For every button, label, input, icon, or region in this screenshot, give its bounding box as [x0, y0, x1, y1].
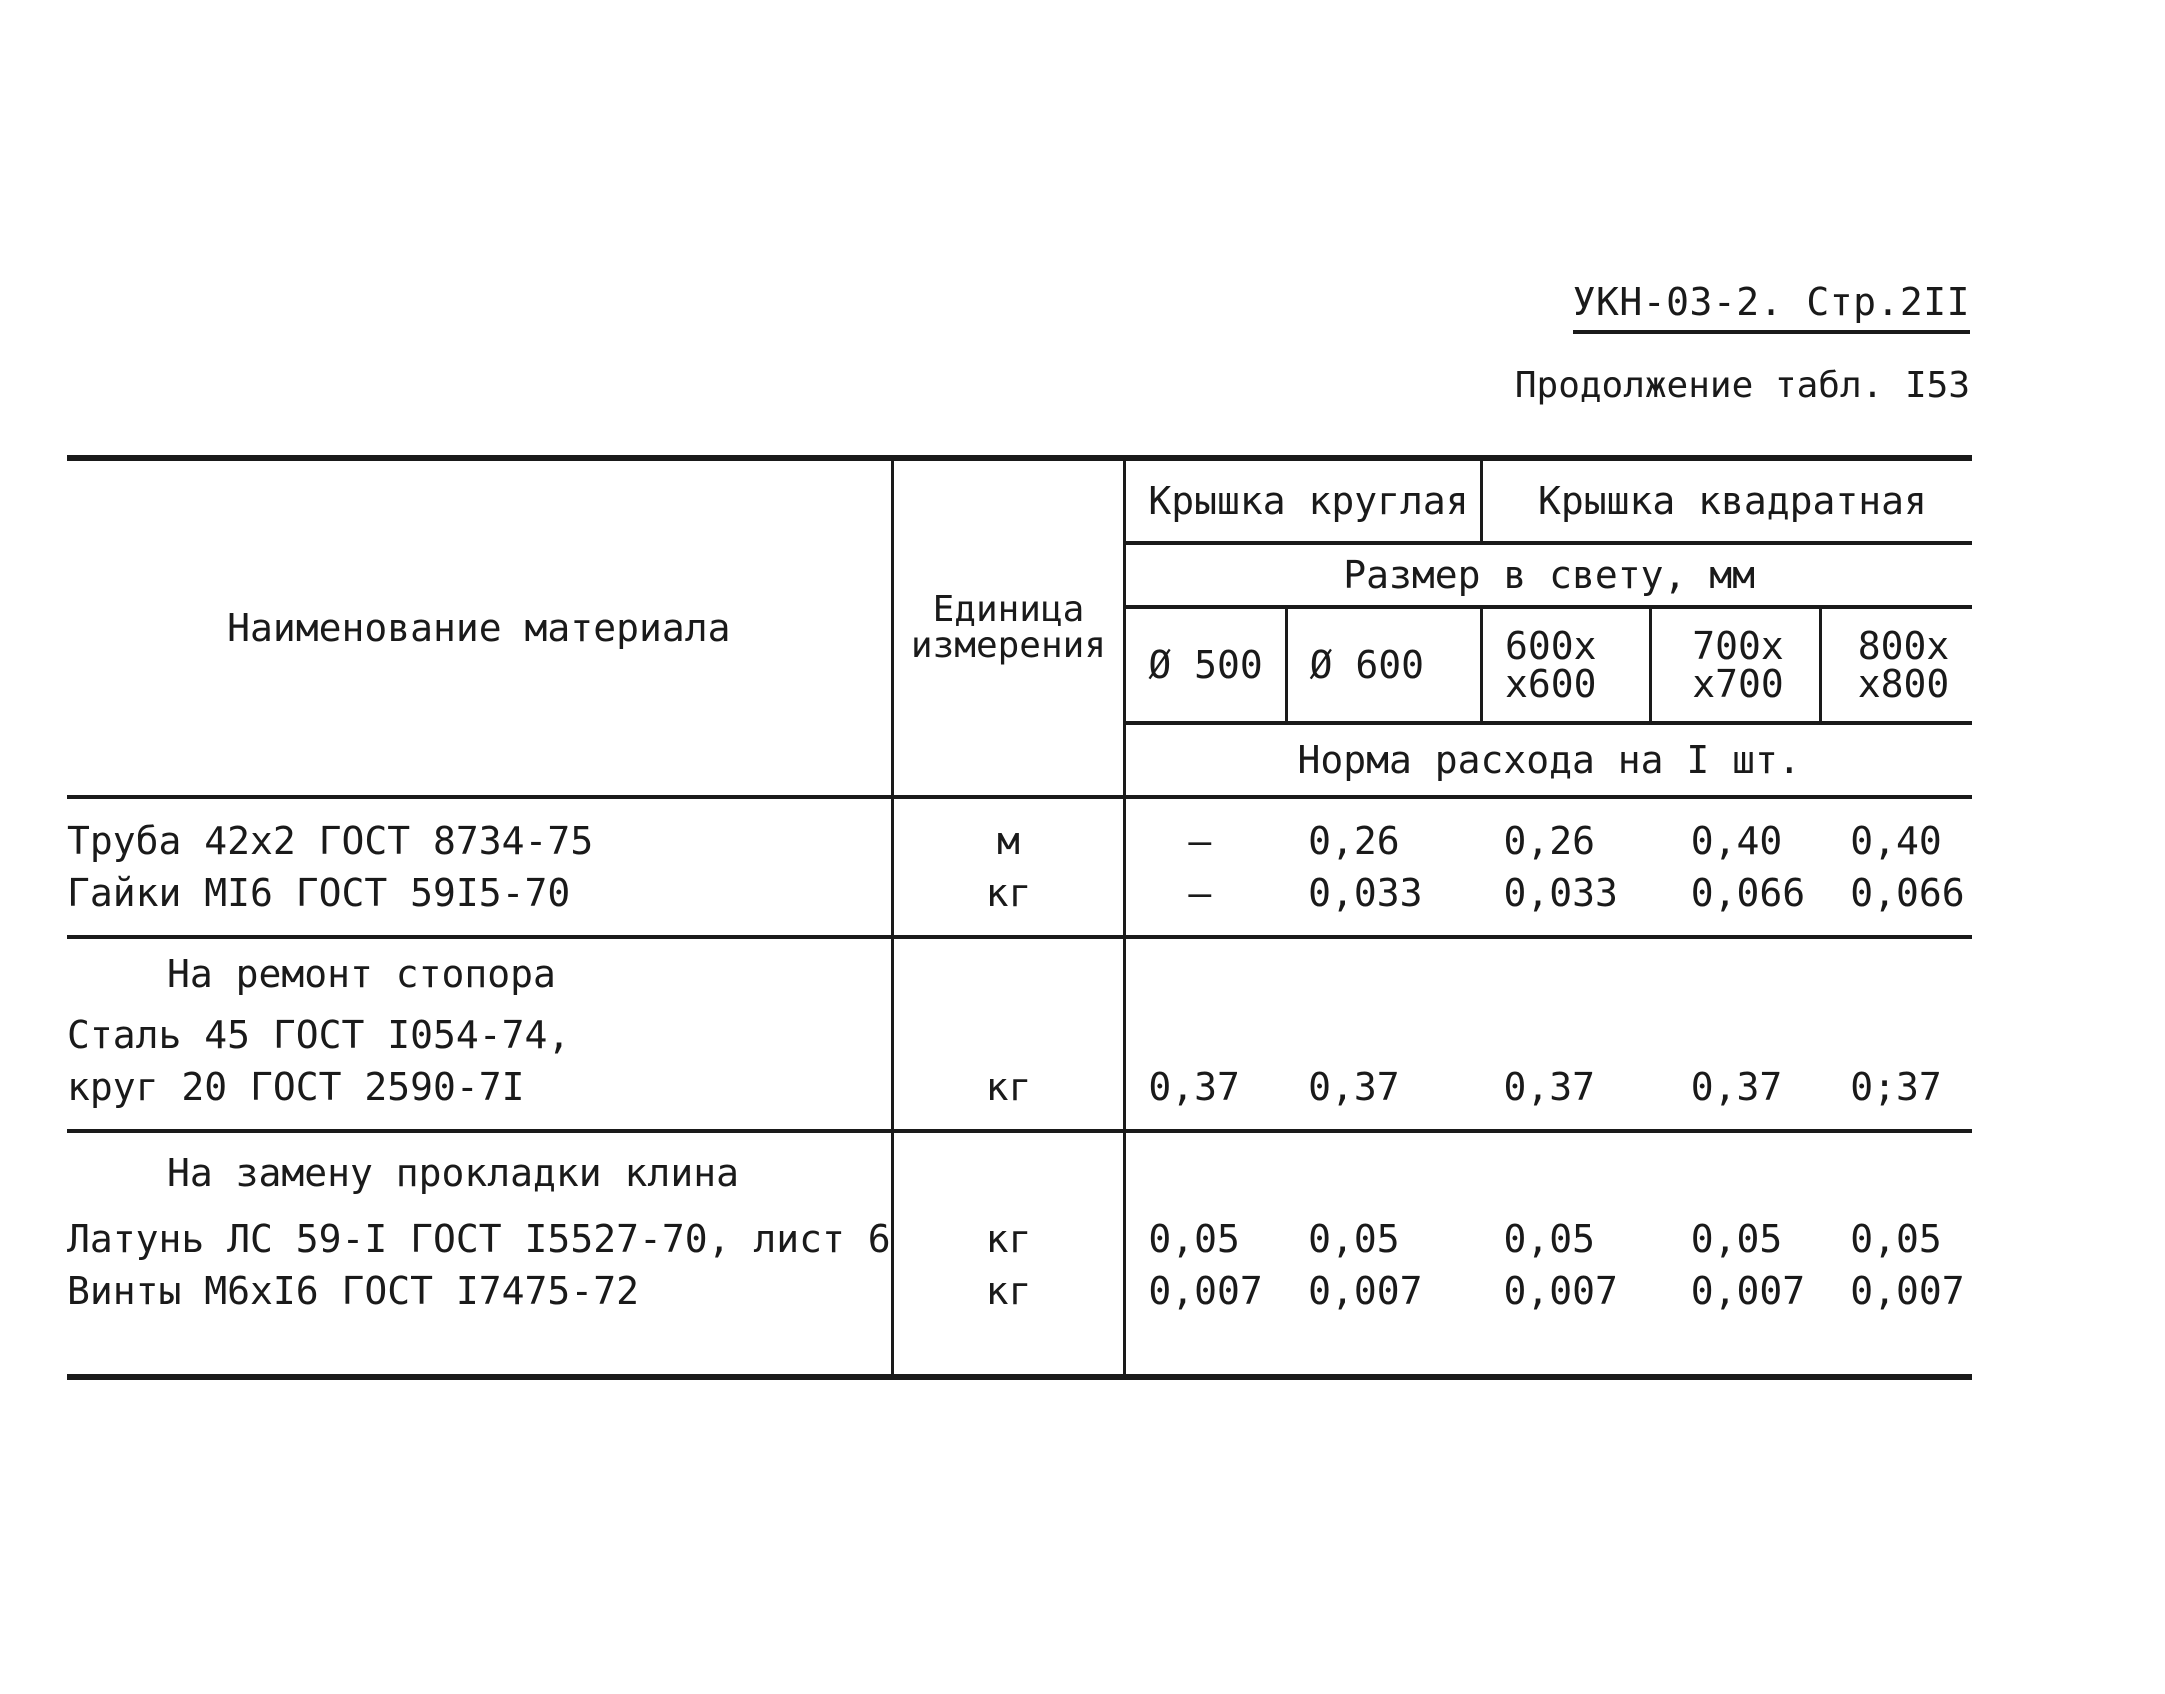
- value-cell: 0,033: [1308, 871, 1423, 915]
- page-reference: УКН-03-2. Стр.2II: [1573, 280, 1970, 334]
- value-cell: –: [1188, 819, 1212, 863]
- value-cell: 0,37: [1503, 1065, 1595, 1109]
- value-cell: 0,05: [1148, 1217, 1240, 1261]
- material-name: Винты М6хI6 ГОСТ I7475-72: [67, 1265, 892, 1317]
- value-cell: 0,066: [1850, 871, 1965, 915]
- size-header-600x600: 600х х600: [1481, 607, 1650, 723]
- size-caption: Размер в свету, мм: [1125, 543, 1972, 607]
- table-row: [67, 1213, 1972, 1265]
- group-square-header: Крышка квадратная: [1537, 479, 1927, 523]
- value-cell: 0,007: [1148, 1269, 1263, 1313]
- unit-cell: кг: [892, 1061, 1125, 1113]
- size-header-700x700: 700х х700: [1651, 607, 1820, 723]
- size-header-800x800: 800х х800: [1820, 607, 1972, 723]
- unit-cell: кг: [892, 1213, 1125, 1265]
- materials-table: [67, 455, 1972, 1380]
- value-cell: 0,37: [1148, 1065, 1240, 1109]
- value-cell: 0,05: [1850, 1217, 1942, 1261]
- unit-cell: кг: [892, 867, 1125, 919]
- table-row: [67, 867, 1972, 919]
- value-cell: 0,007: [1850, 1269, 1965, 1313]
- material-name: Латунь ЛС 59-I ГОСТ I5527-70, лист 6: [67, 1213, 892, 1265]
- value-cell: 0,40: [1690, 819, 1783, 863]
- value-cell: 0,26: [1308, 819, 1400, 863]
- value-cell: 0,26: [1503, 819, 1595, 863]
- unit-cell: кг: [892, 1265, 1125, 1317]
- size-header-600: Ø 600: [1286, 607, 1481, 723]
- value-cell: 0,05: [1308, 1217, 1400, 1261]
- value-cell: 0,007: [1503, 1269, 1618, 1313]
- unit-column-header: [892, 458, 1125, 797]
- material-name: Гайки МI6 ГОСТ 59I5-70: [67, 867, 892, 919]
- table-row: [67, 815, 1972, 867]
- size-header-500: Ø 500: [1125, 607, 1286, 723]
- section-title: На замену прокладки клина: [67, 1131, 892, 1213]
- value-cell: –: [1188, 871, 1212, 915]
- value-cell: 0,37: [1690, 1065, 1783, 1109]
- value-cell: 0,37: [1308, 1065, 1400, 1109]
- value-cell: 0,007: [1690, 1269, 1806, 1313]
- table-row: [67, 1009, 1972, 1061]
- unit-cell: м: [892, 815, 1125, 867]
- value-cell: 0,007: [1308, 1269, 1423, 1313]
- value-cell: 0,066: [1690, 871, 1806, 915]
- table-row: [67, 1265, 1972, 1317]
- norm-caption: Норма расхода на I шт.: [1125, 723, 1972, 797]
- unit-header-line1: Единица: [932, 589, 1085, 630]
- table-continuation-caption: Продолжение табл. I53: [1514, 365, 1970, 406]
- unit-header-line2: измерения: [910, 625, 1106, 666]
- value-cell: 0;37: [1850, 1065, 1942, 1109]
- material-name: Сталь 45 ГОСТ I054-74,: [67, 1009, 892, 1061]
- value-cell: 0,40: [1850, 819, 1942, 863]
- name-column-header: Наименование материала: [67, 458, 892, 797]
- value-cell: 0,033: [1503, 871, 1618, 915]
- value-cell: 0,05: [1690, 1217, 1783, 1261]
- value-cell: 0,05: [1503, 1217, 1595, 1261]
- material-name: Труба 42х2 ГОСТ 8734-75: [67, 815, 892, 867]
- section-title: На ремонт стопора: [67, 937, 892, 1009]
- group-round-header: Крышка круглая: [1125, 458, 1482, 543]
- material-name-continued: круг 20 ГОСТ 2590-7I: [67, 1061, 892, 1113]
- table-row: [67, 1061, 1972, 1113]
